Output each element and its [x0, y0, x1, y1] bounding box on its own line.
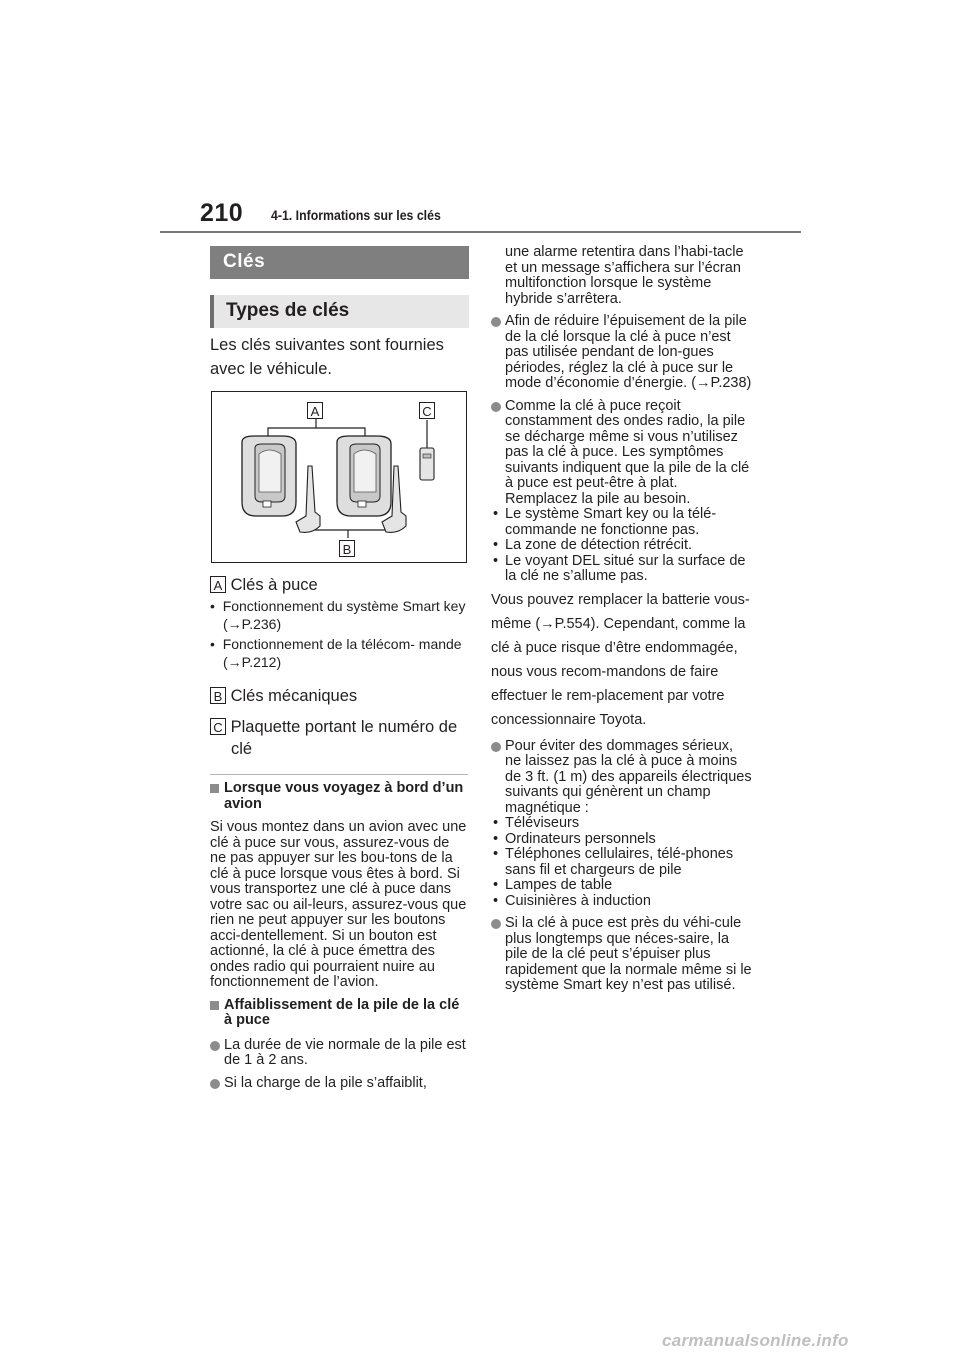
mechanical-key-1 [296, 466, 320, 532]
replace-text: Vous pouvez remplacer la batterie vous-même (→P.554). Cependant, comme la clé à puce risque d’être endommagée, nous vous recom-mandons de faire effectuer le rem-placement par votre concessionnaire Toyota. [491, 591, 750, 728]
tag-a: A [210, 576, 226, 593]
battery-item-5: Pour éviter des dommages sérieux, ne laissez pas la clé à puce à moins de 3 ft. (1 m) des appareils électriques suivants qui génèrent un champ magnétique : [491, 739, 753, 817]
device-4: • Lampes de table [491, 878, 753, 894]
title-bar [210, 246, 469, 279]
tag-c: C [210, 718, 226, 735]
watermark: carmanualsonline.info [662, 1331, 849, 1350]
battery-heading: Affaiblissement de la pile de la clé à puce [210, 998, 468, 1029]
symptom-3: • Le voyant DEL situé sur la surface de la clé ne s’allume pas. [491, 554, 753, 585]
figure-label-b: B [339, 540, 355, 557]
subtitle-bar [210, 295, 469, 328]
device-3: • Téléphones cellulaires, télé-phones sans fil et chargeurs de pile [491, 847, 753, 878]
page-number: 210 [200, 199, 244, 227]
battery-item-6: Si la clé à puce est près du véhi-cule plus longtemps que néces-saire, la pile de la clé peut s’épuiser plus rapidement que la normale même si le système Smart key n’est pas utilisé. [491, 916, 753, 994]
key-type-a-bullet-2: • Fonctionnement de la télécom- mande (→P.212) [210, 636, 462, 670]
device-5: • Cuisinières à induction [491, 894, 753, 910]
intro-text: Les clés suivantes sont fournies avec le véhicule. [210, 336, 444, 378]
figure-label-a: A [307, 402, 323, 419]
keys-illustration [211, 391, 467, 563]
battery-item-4: Comme la clé à puce reçoit constamment des ondes radio, la pile se décharge même si vous n’utilisez pas la clé à puce. Les symptômes suivants indiquent que la pile de la clé à puce est peut-être à plat. Remplacez la pile au besoin. [491, 399, 753, 508]
key-type-a-bullet-1: • Fonctionnement du système Smart key (→P.236) [210, 598, 466, 632]
key-type-a-bullet-1-text: Fonctionnement du système Smart key (→P.236) [222, 598, 466, 632]
subtitle: Types de clés [226, 300, 350, 321]
smart-key-2 [337, 436, 391, 516]
key-type-c [210, 716, 472, 760]
key-type-a-label: Clés à puce [230, 576, 318, 594]
travel-text: Si vous montez dans un avion avec une clé à puce sur vous, assurez-vous de ne pas appuyer sur les bou-tons de la clé à puce lorsque vous êtes à bord. Si vous transportez une clé à puce dans votre sac ou ail-leurs, assurez-vous que rien ne peut appuyer sur les boutons acci-dentellement. Si un bouton est actionné, la clé à puce émettra des ondes radio qui pourraient nuire au fonctionnement de l’avion. [210, 819, 467, 990]
device-1: • Téléviseurs [491, 816, 753, 832]
key-type-b-label: Clés mécaniques [230, 687, 358, 705]
symptom-1: • Le système Smart key ou la télé-commande ne fonctionne pas. [491, 507, 753, 538]
device-2: • Ordinateurs personnels [491, 832, 753, 848]
symptom-2: • La zone de détection rétrécit. [491, 538, 753, 554]
battery-item-1: La durée de vie normale de la pile est de 1 à 2 ans. [210, 1038, 468, 1069]
figure-label-c: C [419, 402, 435, 419]
travel-heading: Lorsque vous voyagez à bord d’un avion [210, 781, 468, 812]
key-types-list [210, 574, 472, 760]
key-type-b [210, 685, 472, 707]
smart-key-1 [242, 436, 296, 516]
section-title: 4-1. Informations sur les clés [271, 207, 441, 223]
battery-item-3: Afin de réduire l’épuisement de la pile de la clé lorsque la clé à puce n’est pas utilisée pendant de lon-gues périodes, réglez la clé à puce sur le mode d’économie d’énergie. (→P.238) [491, 314, 753, 392]
left-column [210, 781, 468, 1091]
right-column [491, 245, 753, 994]
header-rule [160, 231, 801, 233]
battery-item-2-start: Si la charge de la pile s’affaiblit, [210, 1076, 468, 1092]
section-divider [210, 774, 468, 775]
battery-item-2-end: une alarme retentira dans l’habi-tacle et un message s’affichera sur l’écran multifonction lorsque le système hybride s’arrêtera. [505, 244, 744, 307]
key-type-a-bullet-2-text: Fonctionnement de la télécom- mande (→P.212) [222, 636, 462, 670]
key-number-plate [420, 448, 434, 480]
tag-b: B [210, 687, 226, 704]
page-title: Clés [223, 251, 266, 272]
key-type-c-label: Plaquette portant le numéro de clé [230, 718, 458, 758]
key-type-a [210, 574, 472, 596]
